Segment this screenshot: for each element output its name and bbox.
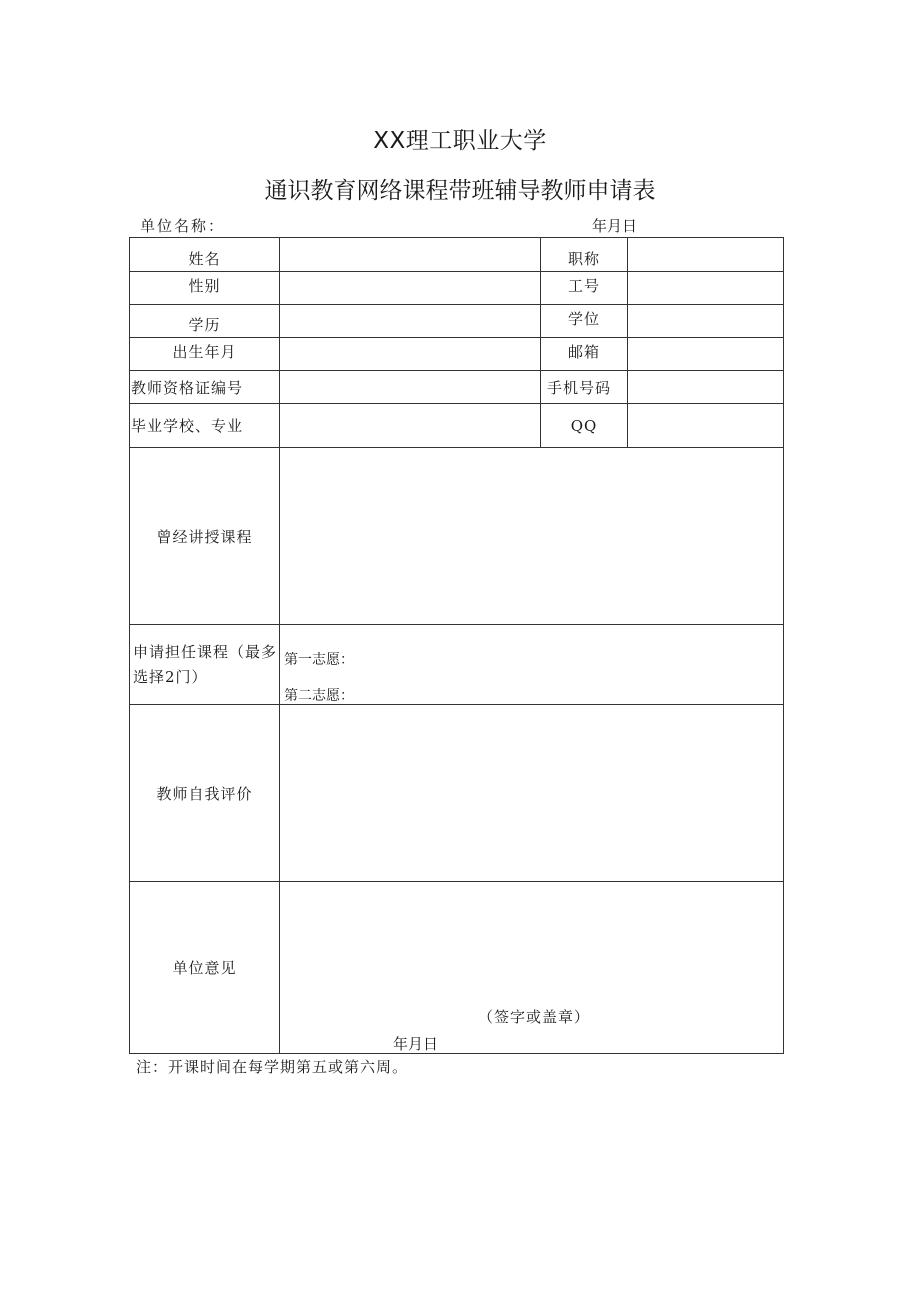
title-rank-label: 职称 bbox=[541, 238, 628, 272]
courses-taught-field[interactable] bbox=[280, 448, 784, 625]
first-choice-label: 第一志愿： bbox=[284, 652, 354, 668]
title-rank-field[interactable] bbox=[628, 238, 784, 272]
header-date-label: 年月日 bbox=[592, 217, 638, 235]
qq-label: QQ bbox=[541, 404, 628, 448]
self-eval-label: 教师自我评价 bbox=[130, 705, 280, 882]
table-row bbox=[130, 371, 784, 404]
education-label: 学历 bbox=[130, 305, 280, 338]
table-row bbox=[130, 882, 784, 1054]
gender-field[interactable] bbox=[280, 272, 541, 305]
phone-label: 手机号码 bbox=[541, 371, 628, 404]
qq-field[interactable] bbox=[628, 404, 784, 448]
gender-label: 性别 bbox=[130, 272, 280, 305]
name-field[interactable] bbox=[280, 238, 541, 272]
table-row bbox=[130, 338, 784, 371]
email-field[interactable] bbox=[628, 338, 784, 371]
staff-no-field[interactable] bbox=[628, 272, 784, 305]
birth-field[interactable] bbox=[280, 338, 541, 371]
apply-courses-label: 申请担任课程（最多选择2门） bbox=[130, 625, 280, 705]
table-row bbox=[130, 625, 784, 705]
email-label: 邮箱 bbox=[541, 338, 628, 371]
degree-field[interactable] bbox=[628, 305, 784, 338]
cert-no-label: 教师资格证编号 bbox=[130, 371, 280, 404]
table-row bbox=[130, 448, 784, 625]
university-name: XX理工职业大学 bbox=[373, 128, 547, 154]
phone-field[interactable] bbox=[628, 371, 784, 404]
school-major-field[interactable] bbox=[280, 404, 541, 448]
sign-seal-label: （签字或盖章） bbox=[478, 1008, 591, 1026]
unit-name-label: 单位名称： bbox=[140, 217, 226, 235]
opinion-date-label: 年月日 bbox=[393, 1035, 439, 1053]
apply-courses-field[interactable] bbox=[280, 625, 784, 705]
form-title: 通识教育网络课程带班辅导教师申请表 bbox=[264, 178, 656, 204]
application-form-table bbox=[129, 237, 784, 1054]
degree-label: 学位 bbox=[541, 305, 628, 338]
table-row bbox=[130, 238, 784, 272]
second-choice-label: 第二志愿： bbox=[284, 688, 354, 704]
table-row bbox=[130, 272, 784, 305]
school-major-label: 毕业学校、专业 bbox=[130, 404, 280, 448]
unit-opinion-label: 单位意见 bbox=[130, 882, 280, 1054]
name-label: 姓名 bbox=[130, 238, 280, 272]
birth-label: 出生年月 bbox=[130, 338, 280, 371]
self-eval-field[interactable] bbox=[280, 705, 784, 882]
courses-taught-label: 曾经讲授课程 bbox=[130, 448, 280, 625]
table-row bbox=[130, 305, 784, 338]
cert-no-field[interactable] bbox=[280, 371, 541, 404]
staff-no-label: 工号 bbox=[541, 272, 628, 305]
unit-opinion-field[interactable] bbox=[280, 882, 784, 1054]
table-row bbox=[130, 404, 784, 448]
education-field[interactable] bbox=[280, 305, 541, 338]
footnote: 注：开课时间在每学期第五或第六周。 bbox=[136, 1058, 409, 1076]
table-row bbox=[130, 705, 784, 882]
